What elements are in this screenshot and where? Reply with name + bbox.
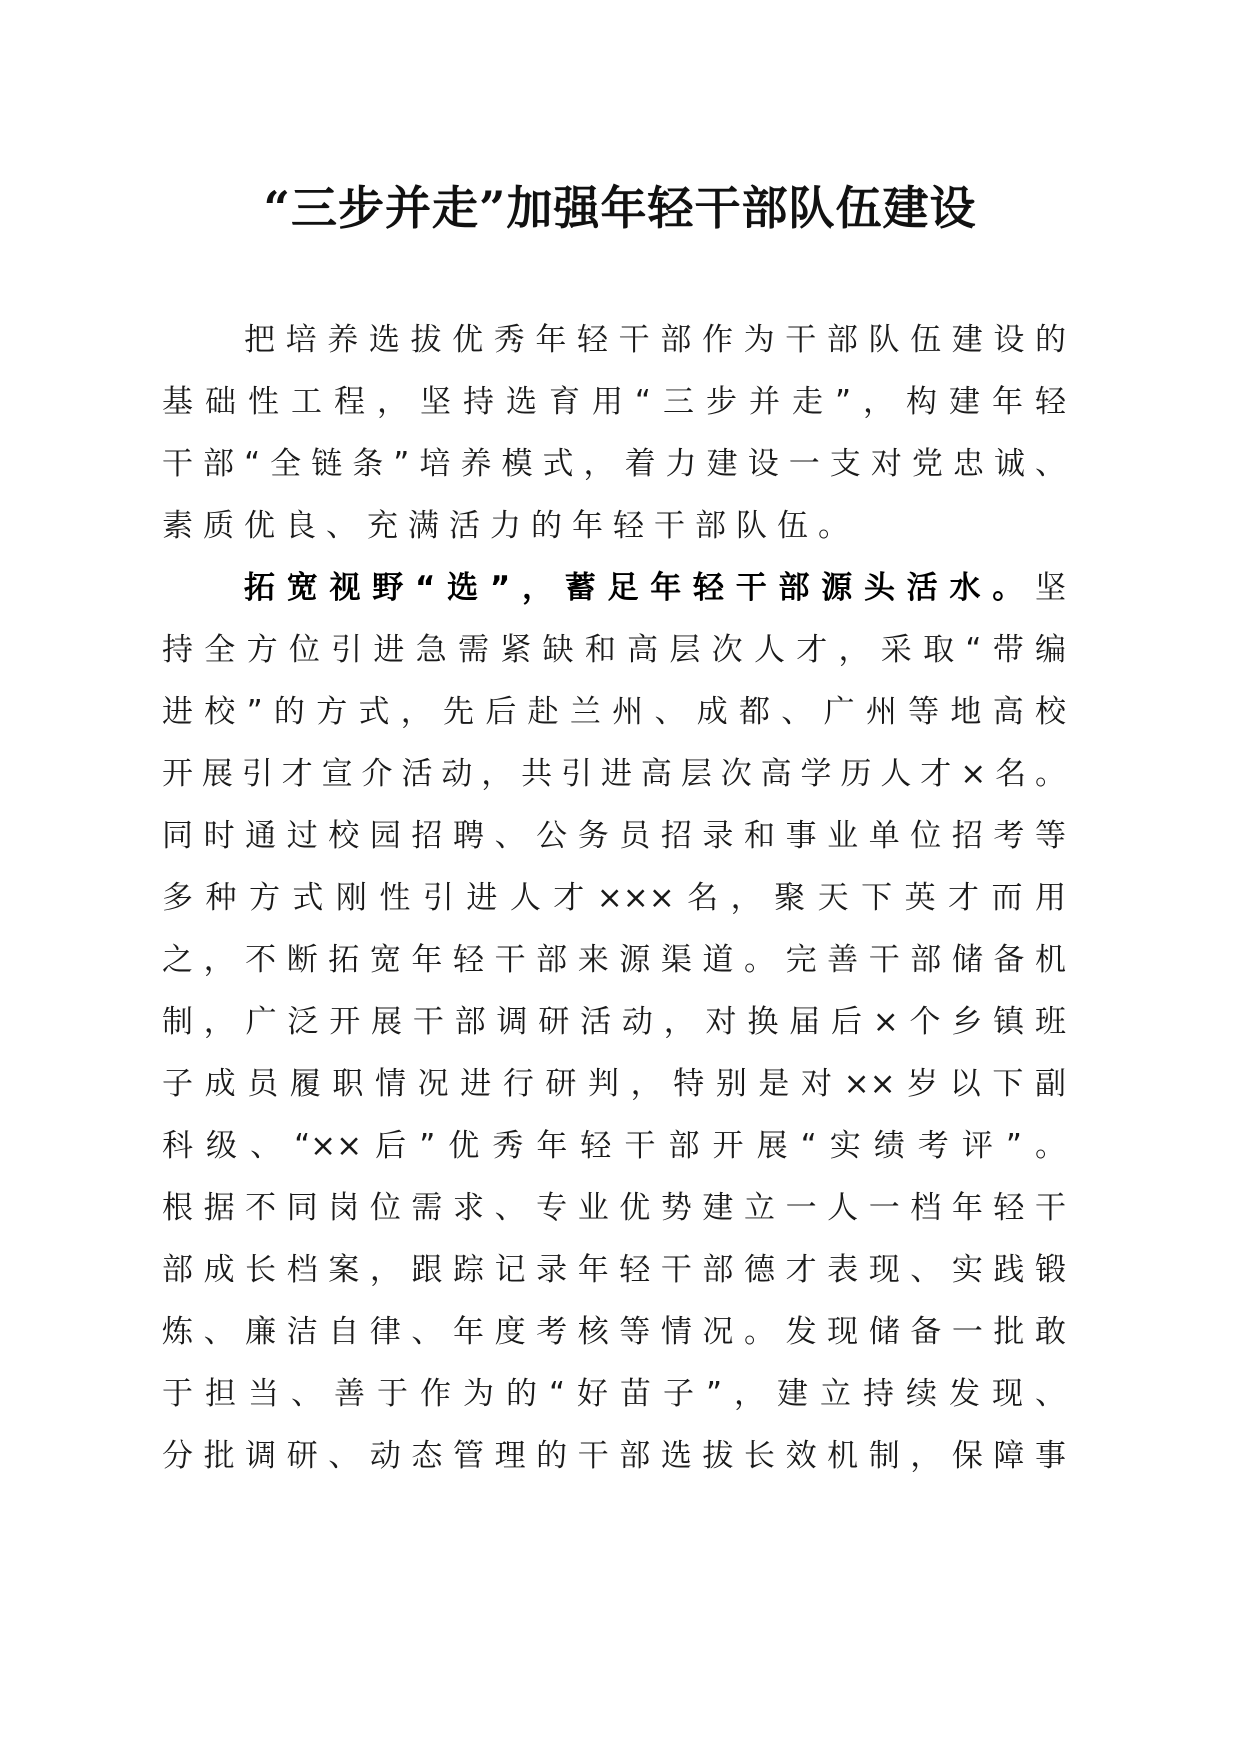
paragraph-2-line-14: 于担当、善于作为的“好苗子”，建立持续发现、 (162, 1376, 1066, 1412)
paragraph-1-line-3: 干部“全链条”培养模式，着力建设一支对党忠诚、 (162, 446, 1066, 482)
section-heading: 拓宽视野“选”，蓄足年轻干部源头活水。 (244, 570, 1035, 606)
paragraph-2-line-10: 科级、“××后”优秀年轻干部开展“实绩考评”。 (162, 1128, 1066, 1164)
paragraph-2-line-15: 分批调研、动态管理的干部选拔长效机制，保障事 (162, 1438, 1066, 1474)
paragraph-2-line-8: 制，广泛开展干部调研活动，对换届后×个乡镇班 (162, 1004, 1066, 1040)
paragraph-1-line-1: 把培养选拔优秀年轻干部作为干部队伍建设的 (244, 322, 1066, 358)
paragraph-2-line-1 (244, 564, 1066, 612)
paragraph-2-line-13: 炼、廉洁自律、年度考核等情况。发现储备一批敢 (162, 1314, 1066, 1350)
paragraph-2-line-1-rest: 坚 (1035, 570, 1066, 606)
paragraph-1-line-4: 素质优良、充满活力的年轻干部队伍。 (162, 508, 859, 544)
paragraph-2-line-7: 之，不断拓宽年轻干部来源渠道。完善干部储备机 (162, 942, 1066, 978)
paragraph-2-line-4: 开展引才宣介活动，共引进高层次高学历人才×名。 (162, 756, 1066, 792)
paragraph-2-line-5: 同时通过校园招聘、公务员招录和事业单位招考等 (162, 818, 1066, 854)
paragraph-2-line-9: 子成员履职情况进行研判，特别是对××岁以下副 (162, 1066, 1066, 1102)
paragraph-2-line-11: 根据不同岗位需求、专业优势建立一人一档年轻干 (162, 1190, 1066, 1226)
paragraph-2-line-2: 持全方位引进急需紧缺和高层次人才，采取“带编 (162, 632, 1066, 668)
document-title: “三步并走”加强年轻干部队伍建设 (263, 181, 977, 235)
paragraph-2-line-12: 部成长档案，跟踪记录年轻干部德才表现、实践锻 (162, 1252, 1066, 1288)
paragraph-2-line-3: 进校”的方式，先后赴兰州、成都、广州等地高校 (162, 694, 1066, 730)
paragraph-1-line-2: 基础性工程，坚持选育用“三步并走”，构建年轻 (162, 384, 1066, 420)
paragraph-2-line-6: 多种方式刚性引进人才×××名，聚天下英才而用 (162, 880, 1066, 916)
